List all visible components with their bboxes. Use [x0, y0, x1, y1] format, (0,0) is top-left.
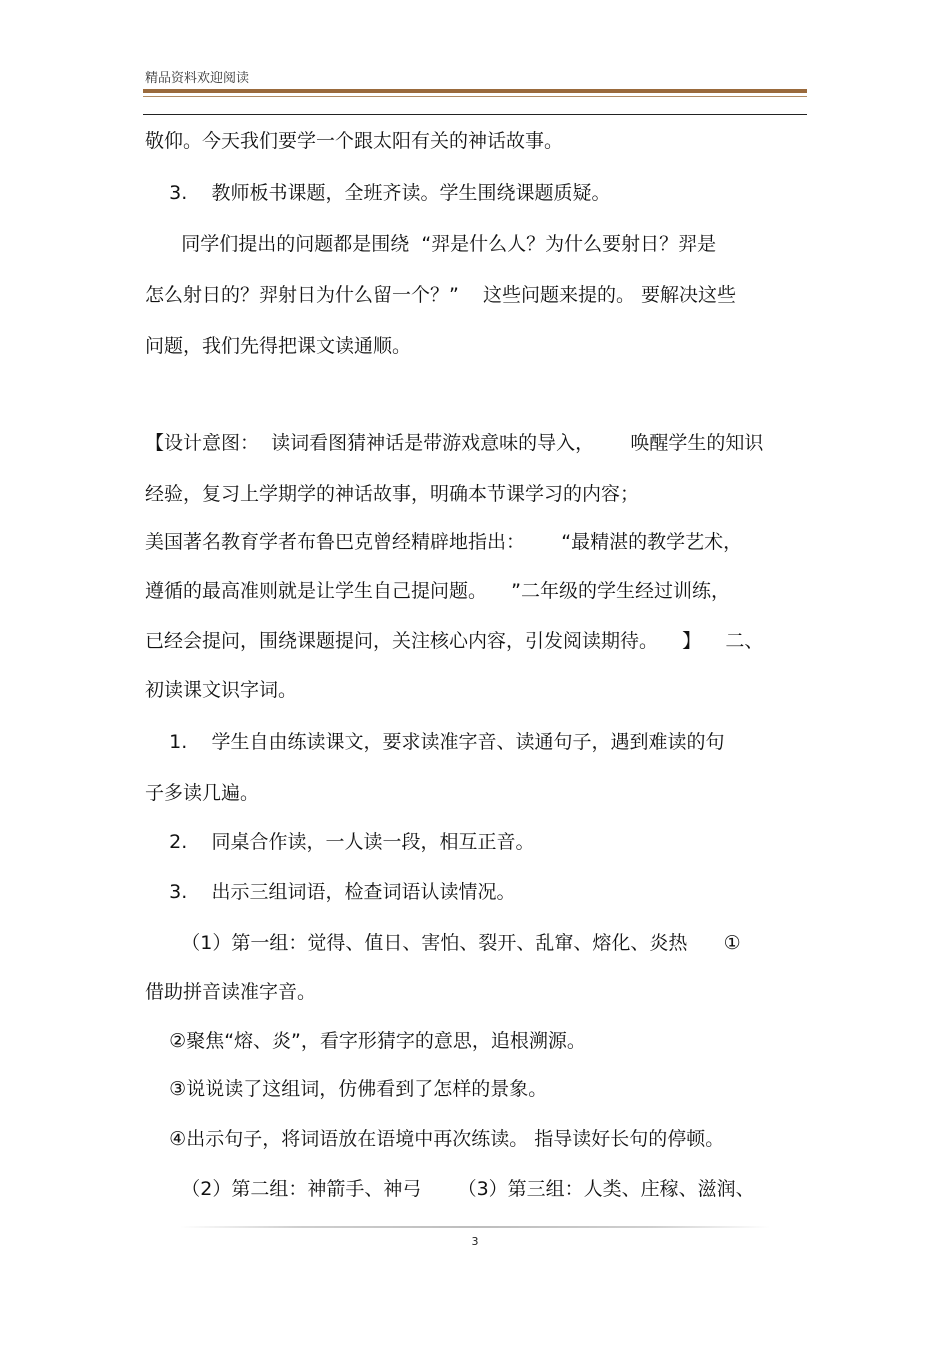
body-line: 遵循的最高准则就是让学生自己提问题。 ”二年级的学生经过训练， [145, 580, 731, 602]
body-line: 借助拼音读准字音。 [145, 981, 317, 1003]
body-line: 【设计意图： 读词看图猜神话是带游戏意味的导入， 唤醒学生的知识 [145, 432, 764, 454]
body-line: 经验，复习上学期学的神话故事，明确本节课学习的内容； [145, 483, 640, 505]
body-line: （2）第二组：神箭手、神弓 （3）第三组：人类、庄稼、滋润、 [145, 1178, 755, 1200]
header-rule-thick [143, 89, 807, 93]
body-line: 子多读几遍。 [145, 782, 260, 804]
body-line: 2. 同桌合作读，一人读一段，相互正音。 [145, 831, 535, 853]
body-line: ③说说读了这组词，仿佛看到了怎样的景象。 [145, 1078, 548, 1100]
body-line: 同学们提出的问题都是围绕 “羿是什么人？为什么要射日？羿是 [145, 233, 717, 255]
body-line: 问题，我们先得把课文读通顺。 [145, 335, 412, 357]
body-line: 美国著名教育学者布鲁巴克曾经精辟地指出： “最精湛的教学艺术， [145, 531, 743, 553]
body-line: 已经会提问，围绕课题提问，关注核心内容，引发阅读期待。 】 二、 [145, 630, 764, 652]
body-line: ④出示句子，将词语放在语境中再次练读。 指导读好长句的停顿。 [145, 1128, 725, 1150]
header-rule-black [143, 114, 807, 115]
body-line: 3. 出示三组词语，检查词语认读情况。 [145, 881, 516, 903]
page-number: 3 [471, 1235, 479, 1248]
body-line: 敬仰。今天我们要学一个跟太阳有关的神话故事。 [145, 130, 564, 152]
body-line: 3. 教师板书课题，全班齐读。学生围绕课题质疑。 [145, 182, 611, 204]
body-line: （1）第一组：觉得、值日、害怕、裂开、乱窜、熔化、炎热 ① [145, 932, 741, 954]
body-line: 1. 学生自由练读课文，要求读准字音、读通句子，遇到难读的句 [145, 731, 725, 753]
body-line: 怎么射日的？羿射日为什么留一个？” 这些问题来提的。 要解决这些 [145, 284, 737, 306]
body-line: 初读课文识字词。 [145, 679, 298, 701]
footer-rule [180, 1226, 770, 1228]
header-rule-thin [143, 96, 807, 97]
page-header-text: 精品资料欢迎阅读 [145, 71, 250, 86]
body-line: ②聚焦“熔、炎”，看字形猜字的意思，追根溯源。 [145, 1030, 586, 1052]
